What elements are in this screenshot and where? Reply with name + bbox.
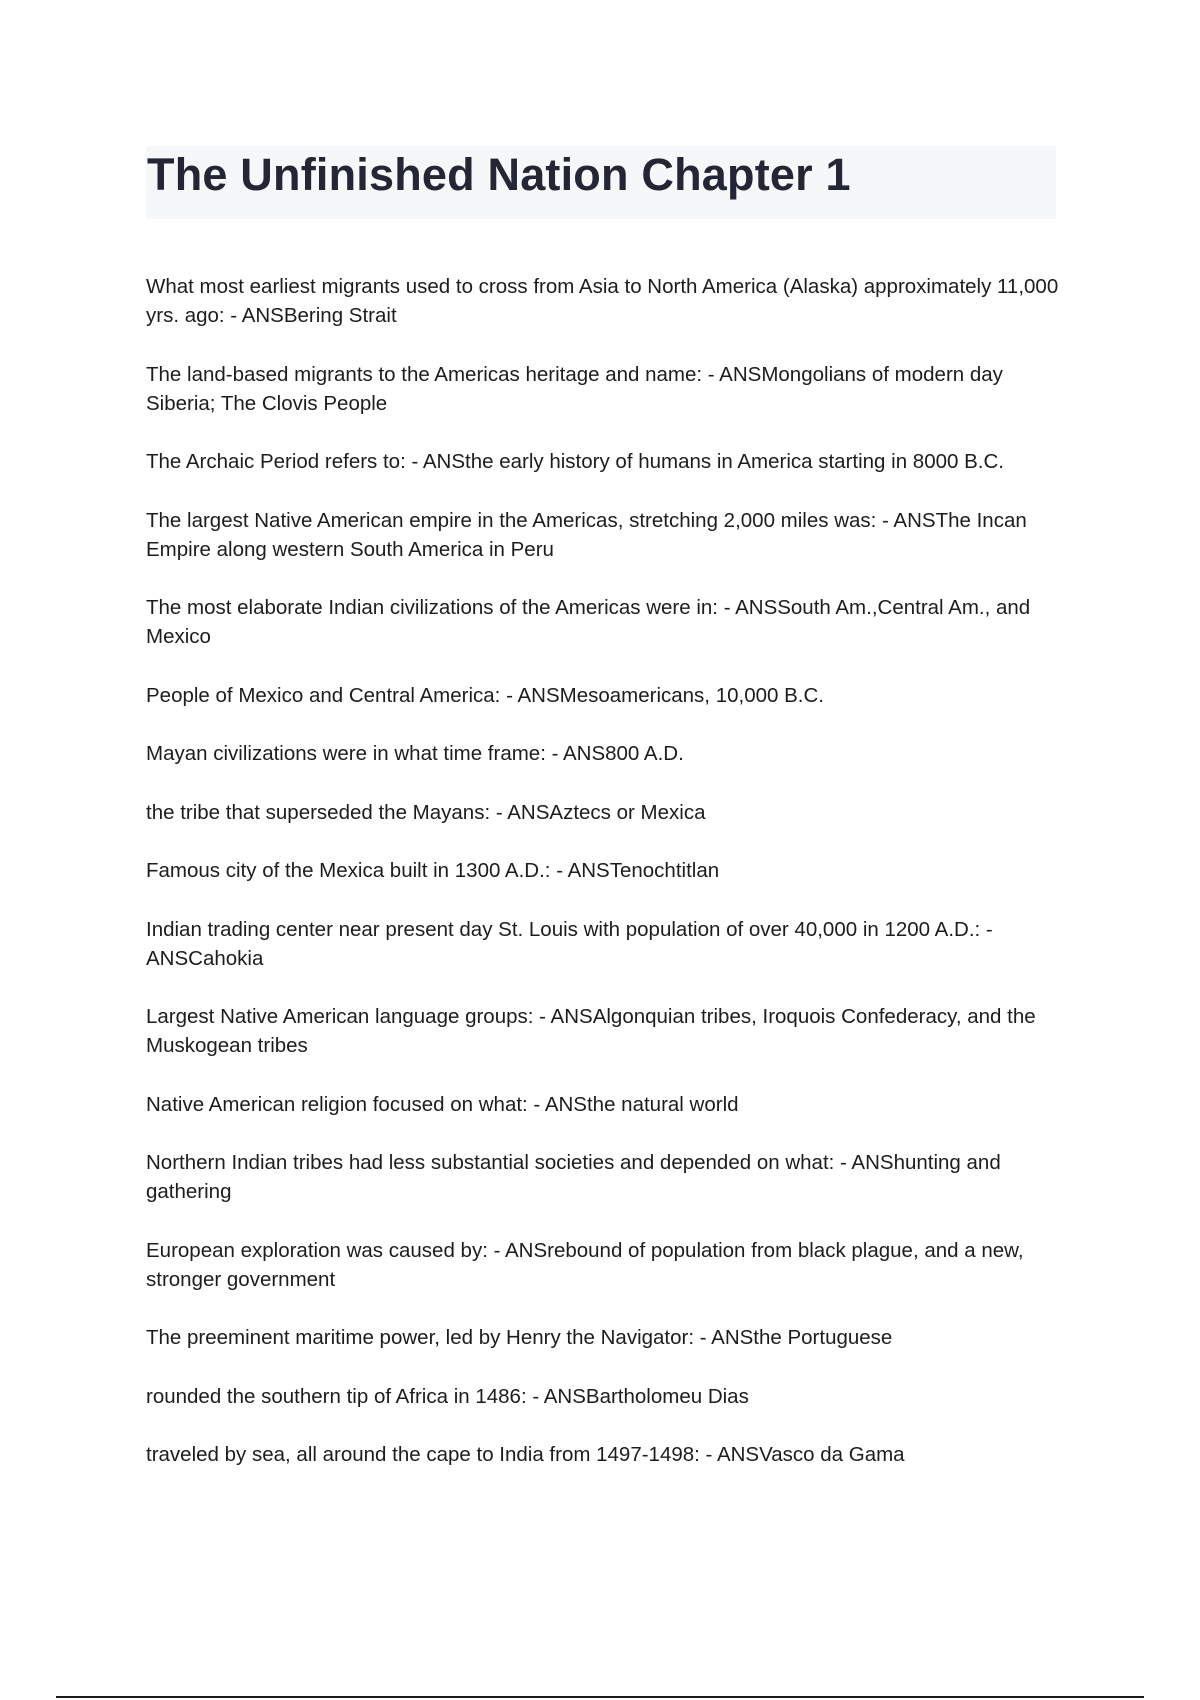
qa-item: Northern Indian tribes had less substantial societies and depended on what: - ANShunting and gathering — [146, 1151, 1001, 1203]
qa-item: The preeminent maritime power, led by Henry the Navigator: - ANSthe Portuguese — [146, 1326, 893, 1349]
qa-item: People of Mexico and Central America: - ANSMesoamericans, 10,000 B.C. — [146, 683, 824, 707]
footer-divider — [56, 1696, 1144, 1698]
qa-item: rounded the southern tip of Africa in 1486: - ANSBartholomeu Dias — [146, 1384, 749, 1408]
qa-item: European exploration was caused by: - ANSrebound of population from black plague, and a new, stronger government — [146, 1238, 1024, 1291]
qa-item: The largest Native American empire in the Americas, stretching 2,000 miles was: - ANSThe Incan Empire along western South America in Peru — [146, 508, 1027, 561]
qa-item: traveled by sea, all around the cape to India from 1497-1498: - ANSVasco da Gama — [146, 1443, 905, 1466]
qa-item: Native American religion focused on what: - ANSthe natural world — [146, 1092, 739, 1116]
qa-item: Indian trading center near present day St. Louis with population of over 40,000 in 1200 A.D.: - ANSCahokia — [146, 917, 993, 970]
qa-item: What most earliest migrants used to cross from Asia to North America (Alaska) approximately 11,000 yrs. ago: - ANSBering Strait — [146, 275, 1059, 327]
qa-item: the tribe that superseded the Mayans: - ANSAztecs or Mexica — [146, 800, 706, 824]
page-title: The Unfinished Nation Chapter 1 — [147, 149, 851, 200]
qa-item: Largest Native American language groups: - ANSAlgonquian tribes, Iroquois Confederacy, and the Muskogean tribes — [146, 1005, 1036, 1057]
qa-item: Mayan civilizations were in what time frame: - ANS800 A.D. — [146, 742, 684, 765]
qa-item: The land-based migrants to the Americas heritage and name: - ANSMongolians of modern day Siberia; The Clovis People — [146, 362, 1003, 415]
qa-item: The most elaborate Indian civilizations of the Americas were in: - ANSSouth Am.,Central Am., and Mexico — [146, 596, 1031, 648]
question-answer-list — [146, 272, 1066, 1499]
qa-item: Famous city of the Mexica built in 1300 A.D.: - ANSTenochtitlan — [146, 859, 720, 882]
qa-item: The Archaic Period refers to: - ANSthe early history of humans in America starting in 8000 B.C. — [146, 450, 1004, 473]
